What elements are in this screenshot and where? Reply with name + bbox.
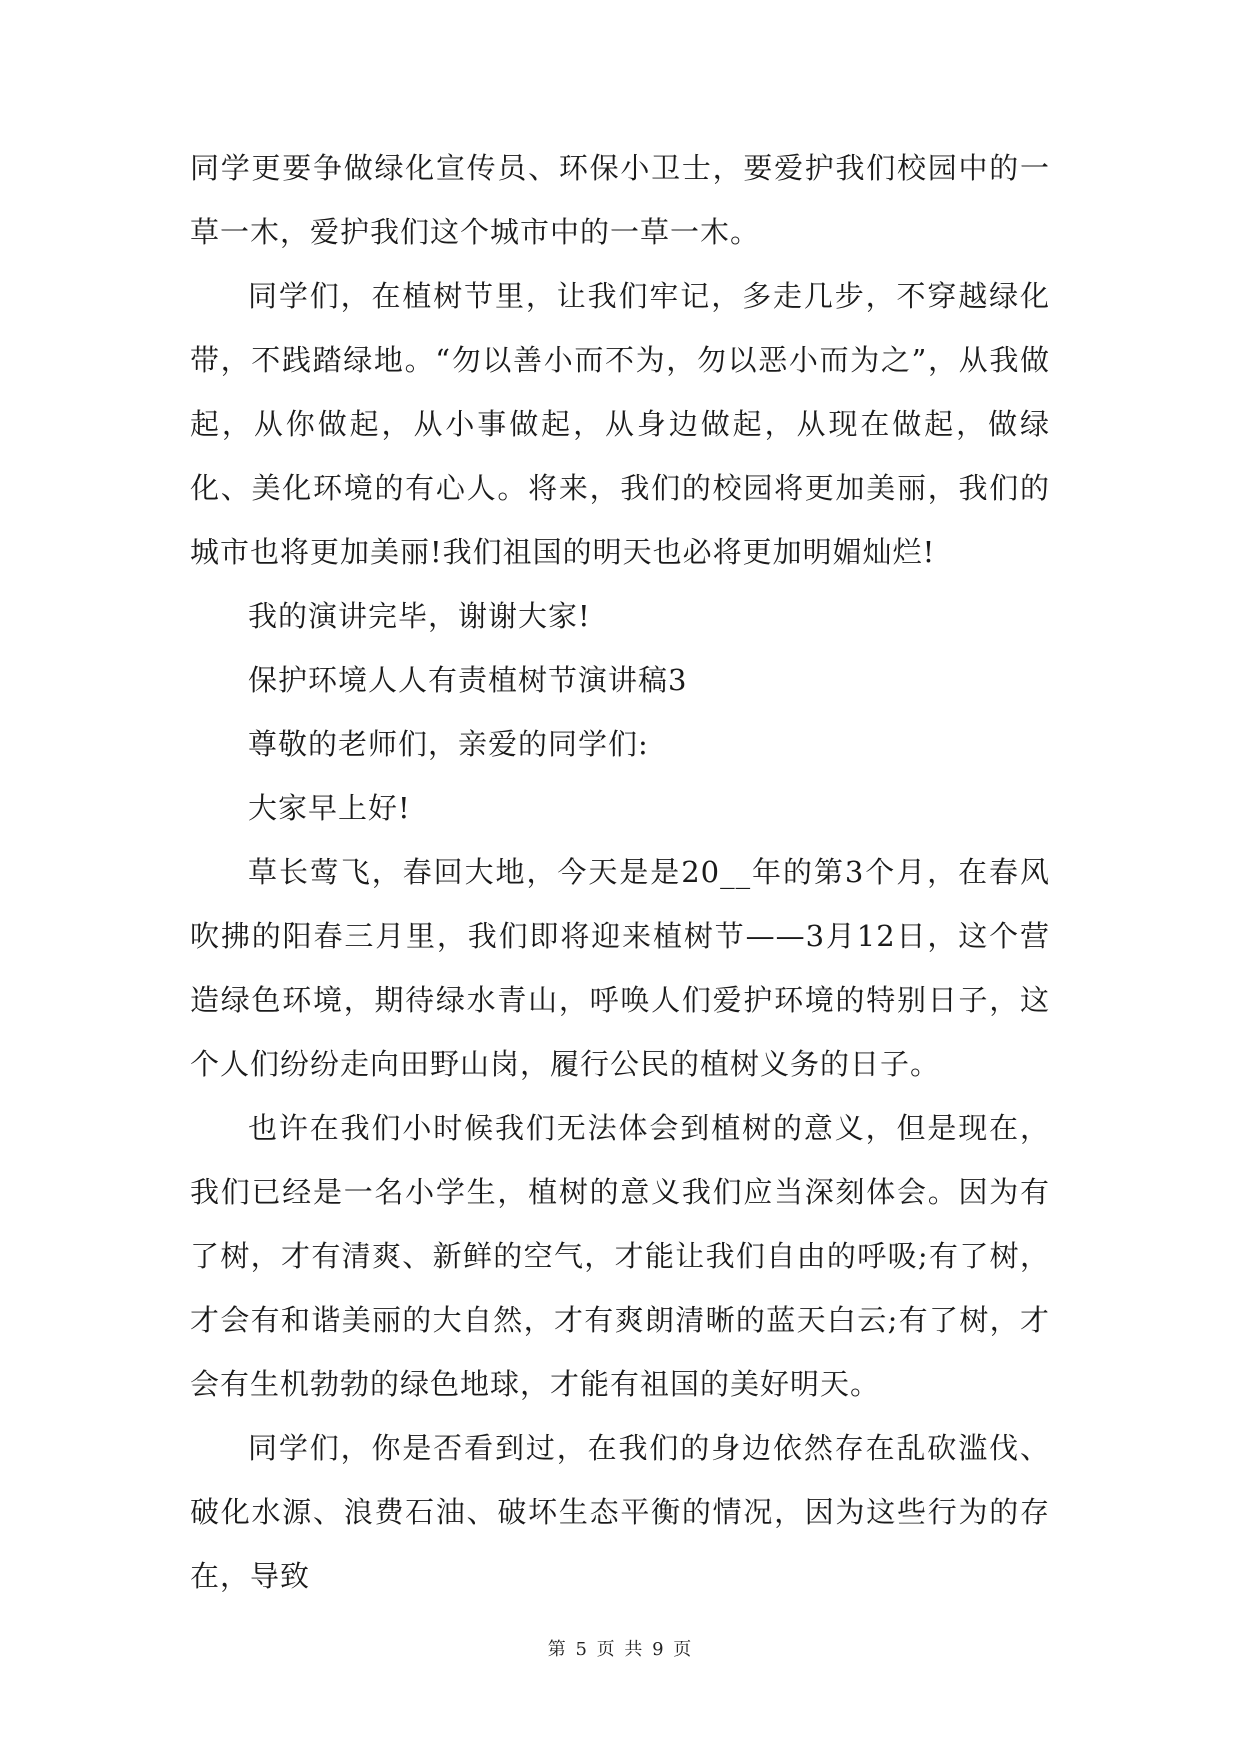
greeting: 大家早上好! — [248, 791, 411, 825]
paragraph: 也许在我们小时候我们无法体会到植树的意义，但是现在，我们已经是一名小学生，植树的意义我们应当深刻体会。因为有了树，才有清爽、新鲜的空气，才能让我们自由的呼吸;有了树，才会有和谐美丽的大自然，才有爽朗清晰的蓝天白云;有了树，才会有生机勃勃的绿色地球，才能有祖国的美好明天。 — [190, 1111, 1050, 1401]
document-body — [190, 136, 1050, 1608]
section-heading: 保护环境人人有责植树节演讲稿3 — [248, 663, 688, 697]
paragraph-continuation: 同学更要争做绿化宣传员、环保小卫士，要爱护我们校园中的一草一木，爱护我们这个城市中的一草一木。 — [190, 151, 1050, 249]
paragraph: 我的演讲完毕，谢谢大家! — [248, 599, 591, 633]
salutation: 尊敬的老师们，亲爱的同学们: — [248, 727, 649, 761]
paragraph: 同学们，在植树节里，让我们牢记，多走几步，不穿越绿化带，不践踏绿地。“勿以善小而不为，勿以恶小而为之”，从我做起，从你做起，从小事做起，从身边做起，从现在做起，做绿化、美化环境的有心人。将来，我们的校园将更加美丽，我们的城市也将更加美丽!我们祖国的明天也必将更加明媚灿烂! — [190, 279, 1050, 569]
paragraph: 同学们，你是否看到过，在我们的身边依然存在乱砍滥伐、破化水源、浪费石油、破坏生态平衡的情况，因为这些行为的存在，导致 — [190, 1431, 1050, 1593]
paragraph: 草长莺飞，春回大地，今天是是20__年的第3个月，在春风吹拂的阳春三月里，我们即将迎来植树节——3月12日，这个营造绿色环境，期待绿水青山，呼唤人们爱护环境的特别日子，这个人们纷纷走向田野山岗，履行公民的植树义务的日子。 — [190, 855, 1050, 1081]
page-number-footer: 第 5 页 共 9 页 — [547, 1639, 694, 1660]
